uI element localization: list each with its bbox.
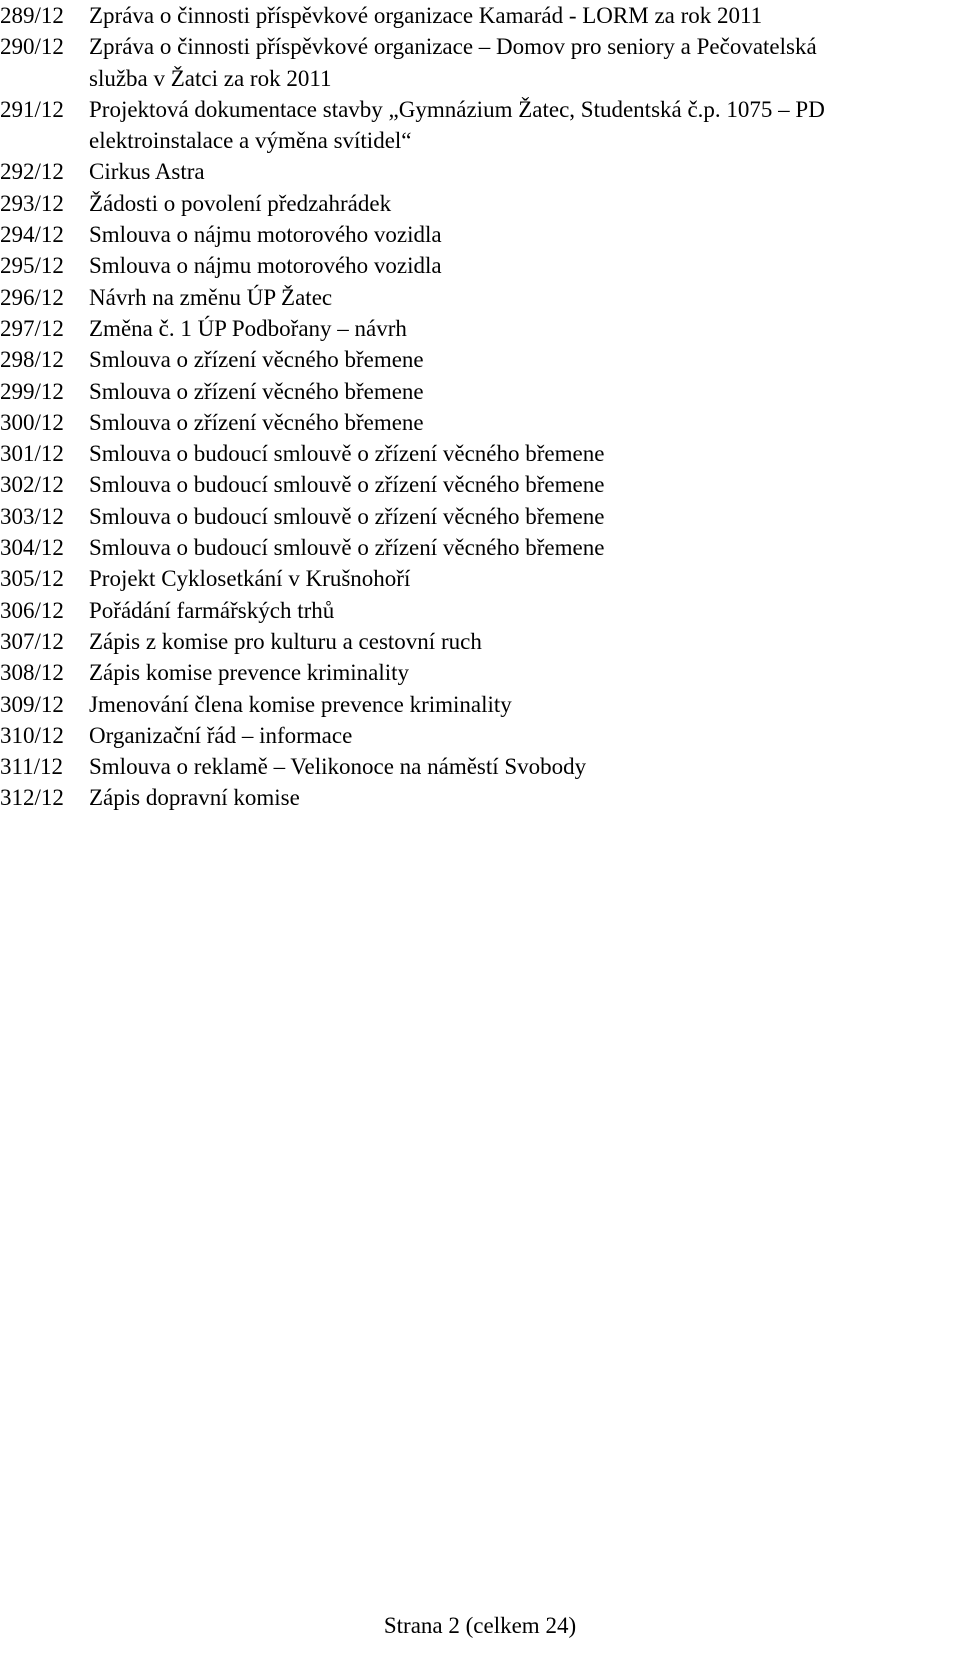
agenda-item [0,0,960,31]
item-number: 303/12 [0,503,64,529]
item-title: Projekt Cyklosetkání v Krušnohoří [89,566,411,592]
agenda-item [0,376,960,407]
agenda-item [0,532,960,563]
agenda-item [0,751,960,782]
item-title: Zápis z komise pro kulturu a cestovní ruch [89,628,482,654]
item-title: Smlouva o nájmu motorového vozidla [89,253,442,279]
item-number: 302/12 [0,472,64,498]
item-number: 296/12 [0,284,64,310]
agenda-item [0,94,960,157]
agenda-item [0,782,960,813]
agenda-item [0,31,960,94]
item-title: Zpráva o činnosti příspěvkové organizace – Domov pro seniory a Pečovatelská služba v Žatci za rok 2011 [89,34,817,91]
item-title: Smlouva o reklamě – Velikonoce na náměstí Svobody [89,754,587,780]
agenda-item [0,438,960,469]
agenda-item [0,469,960,500]
item-title: Smlouva o nájmu motorového vozidla [89,222,442,248]
item-number: 308/12 [0,660,64,686]
item-title: Smlouva o budoucí smlouvě o zřízení věcného břemene [89,503,605,529]
item-number: 297/12 [0,315,64,341]
item-number: 292/12 [0,159,64,185]
agenda-item [0,282,960,313]
item-title: Pořádání farmářských trhů [89,597,335,623]
item-title: Cirkus Astra [89,159,205,185]
agenda-item [0,595,960,626]
item-number: 293/12 [0,190,64,216]
item-title: Žádosti o povolení předzahrádek [89,190,392,216]
item-title: Jmenování člena komise prevence kriminality [89,691,512,717]
agenda-list [0,0,960,814]
item-number: 300/12 [0,409,64,435]
item-title: Změna č. 1 ÚP Podbořany – návrh [89,315,407,341]
item-number: 291/12 [0,96,64,122]
item-title: Zápis komise prevence kriminality [89,660,409,686]
agenda-item [0,156,960,187]
item-number: 299/12 [0,378,64,404]
agenda-item [0,407,960,438]
agenda-item [0,219,960,250]
agenda-item [0,501,960,532]
item-title: Návrh na změnu ÚP Žatec [89,284,333,310]
agenda-item [0,657,960,688]
item-number: 304/12 [0,535,64,561]
item-number: 306/12 [0,597,64,623]
agenda-item [0,626,960,657]
item-title: Organizační řád – informace [89,722,353,748]
agenda-item [0,188,960,219]
agenda-item [0,250,960,281]
item-title: Smlouva o budoucí smlouvě o zřízení věcného břemene [89,535,605,561]
page-footer: Strana 2 (celkem 24) [383,1613,577,1638]
item-number: 310/12 [0,722,64,748]
item-title: Zápis dopravní komise [89,785,300,811]
item-number: 312/12 [0,785,64,811]
item-number: 290/12 [0,34,64,60]
agenda-item [0,720,960,751]
item-number: 289/12 [0,3,64,28]
item-title: Smlouva o budoucí smlouvě o zřízení věcného břemene [89,472,605,498]
item-title: Smlouva o zřízení věcného břemene [89,378,424,404]
item-number: 309/12 [0,691,64,717]
agenda-item [0,313,960,344]
agenda-item [0,344,960,375]
item-number: 305/12 [0,566,64,592]
item-number: 294/12 [0,222,64,248]
item-number: 301/12 [0,441,64,467]
item-title: Smlouva o zřízení věcného břemene [89,409,424,435]
item-title: Zpráva o činnosti příspěvkové organizace Kamarád - LORM za rok 2011 [89,3,763,28]
item-number: 298/12 [0,347,64,373]
item-title: Smlouva o budoucí smlouvě o zřízení věcného břemene [89,441,605,467]
item-number: 295/12 [0,253,64,279]
item-number: 311/12 [0,754,64,780]
item-title: Projektová dokumentace stavby „Gymnázium Žatec, Studentská č.p. 1075 – PD elektroinstalace a výměna svítidel“ [89,96,825,154]
item-number: 307/12 [0,628,64,654]
agenda-item [0,689,960,720]
agenda-item [0,563,960,594]
item-title: Smlouva o zřízení věcného břemene [89,347,424,373]
